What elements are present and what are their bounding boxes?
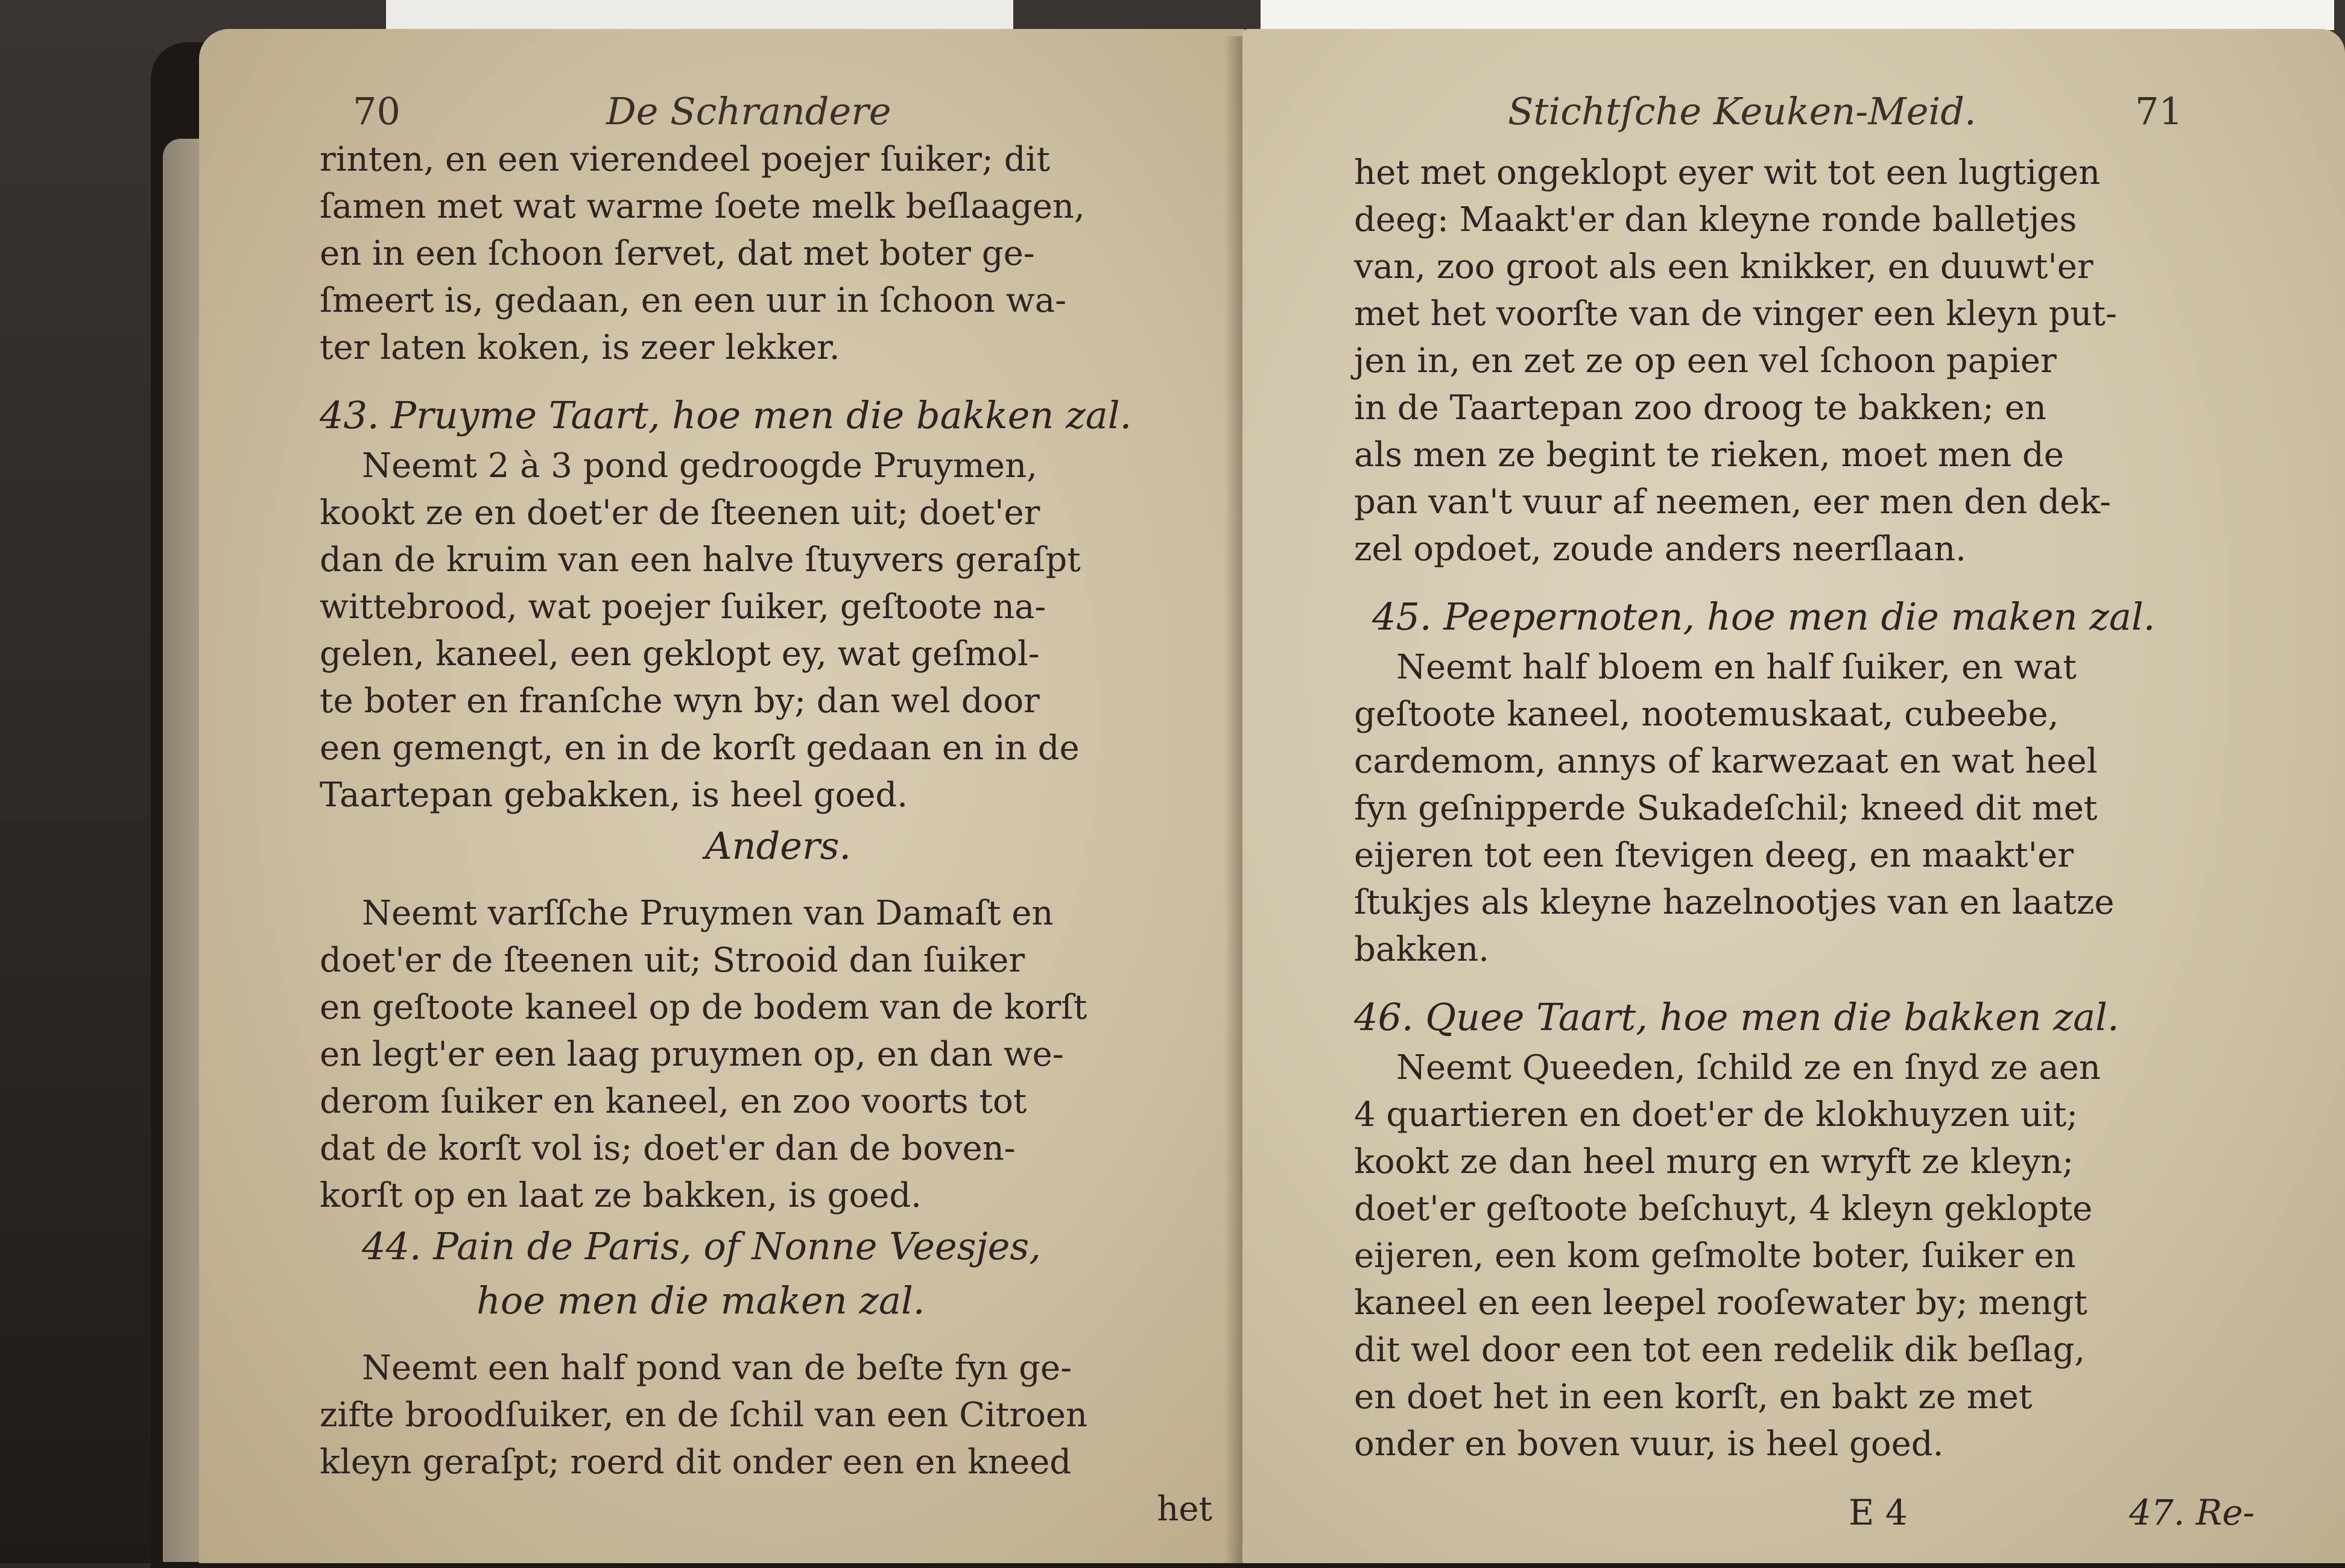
text-line: kleyn geraſpt; roerd dit onder een en kneed — [320, 1443, 1072, 1482]
text-line: dit wel door een tot een redelik dik beſlag, — [1354, 1330, 2086, 1370]
text-line: zifte broodſuiker, en de ſchil van een Citroen — [320, 1396, 1088, 1435]
text-line: derom ſuiker en kaneel, en zoo voorts tot — [320, 1082, 1027, 1121]
text-line: Neemt een half pond van de beſte fyn ge- — [362, 1348, 1072, 1388]
right-running-head: Stichtſche Keuken-Meid. — [1508, 89, 1976, 133]
catchword: het — [1157, 1490, 1212, 1529]
signature-mark: E 4 — [1849, 1492, 1908, 1533]
text-line: een gemengt, en in de korſt gedaan en in de — [320, 729, 1080, 768]
paper-slip — [1261, 0, 2334, 30]
text-line: te boter en franſche wyn by; dan wel door — [320, 681, 1040, 721]
text-line: van, zoo groot als een knikker, en duuwt'er — [1354, 247, 2093, 286]
text-line: 4 quartieren en doet'er de klokhuyzen uit; — [1354, 1095, 2078, 1134]
text-line: kookt ze dan heel murg en wryft ze kleyn; — [1354, 1142, 2074, 1181]
text-line: Neemt varſſche Pruymen van Damaſt en — [362, 894, 1054, 933]
text-line: met het voorſte van de vinger een kleyn put- — [1354, 294, 2117, 334]
text-line: pan van't vuur af neemen, eer men den dek- — [1354, 482, 2112, 522]
text-line: cardemom, annys of karwezaat en wat heel — [1354, 742, 2098, 781]
text-line: Taartepan gebakken, is heel goed. — [320, 776, 908, 815]
recipe-title: Anders. — [704, 824, 852, 868]
text-line: korſt op en laat ze bakken, is goed. — [320, 1176, 922, 1215]
recipe-title: 45. Peepernoten, hoe men die maken zal. — [1372, 595, 2156, 639]
recipe-title: hoe men die maken zal. — [476, 1279, 925, 1323]
text-line: en geſtoote kaneel op de bodem van de korſt — [320, 988, 1087, 1027]
text-line: fyn geſnipperde Sukadeſchil; kneed dit met — [1354, 789, 2098, 828]
text-line: doet'er de ſteenen uit; Strooid dan ſuiker — [320, 941, 1025, 980]
recipe-title: 44. Pain de Paris, of Nonne Veesjes, — [362, 1224, 1041, 1268]
text-line: bakken. — [1354, 930, 1490, 969]
text-line: geſtoote kaneel, nootemuskaat, cubeebe, — [1354, 695, 2059, 734]
text-line: dat de korſt vol is; doet'er dan de boven- — [320, 1129, 1016, 1168]
left-running-head: De Schrandere — [606, 89, 891, 133]
page-number: 71 — [2135, 89, 2183, 133]
text-line: Neemt half bloem en half ſuiker, en wat — [1396, 648, 2077, 687]
text-line: doet'er geſtoote beſchuyt, 4 kleyn geklopte — [1354, 1189, 2093, 1228]
text-line: jen in, en zet ze op een vel ſchoon papier — [1354, 341, 2057, 381]
text-line: deeg: Maakt'er dan kleyne ronde balletjes — [1354, 200, 2077, 239]
text-line: ſmeert is, gedaan, en een uur in ſchoon wa- — [320, 281, 1067, 320]
catchword: 47. Re- — [2129, 1492, 2255, 1533]
text-line: zel opdoet, zoude anders neerſlaan. — [1354, 530, 1966, 569]
right-text-block — [1354, 150, 2331, 1468]
right-page — [1242, 29, 2345, 1563]
text-line: Neemt 2 à 3 pond gedroogde Pruymen, — [362, 446, 1037, 485]
text-line: kookt ze en doet'er de ſteenen uit; doet'er — [320, 493, 1040, 533]
text-line: Neemt Queeden, ſchild ze en ſnyd ze aen — [1396, 1048, 2101, 1087]
text-line: eijeren tot een ſtevigen deeg, en maakt'er — [1354, 836, 2074, 875]
text-line: kaneel en een leepel rooſewater by; mengt — [1354, 1283, 2087, 1323]
left-page-number — [353, 89, 400, 133]
text-line: dan de kruim van een halve ſtuyvers geraſpt — [320, 540, 1081, 580]
text-line: gelen, kaneel, een geklopt ey, wat geſmol- — [320, 634, 1040, 674]
text-line: ſtukjes als kleyne hazelnootjes van en laatze — [1354, 883, 2115, 922]
recipe-title: 46. Quee Taart, hoe men die bakken zal. — [1354, 995, 2119, 1039]
text-line: en legt'er een laag pruymen op, en dan we- — [320, 1035, 1064, 1074]
recipe-title: 43. Pruyme Taart, hoe men die bakken zal. — [320, 393, 1132, 437]
text-line: in de Taartepan zoo droog te bakken; en — [1354, 388, 2046, 428]
page-number: 70 — [353, 89, 400, 133]
text-line: als men ze begint te rieken, moet men de — [1354, 435, 2064, 475]
text-line: ter laten koken, is zeer lekker. — [320, 328, 840, 367]
right-page-number — [2135, 89, 2183, 133]
text-line: onder en boven vuur, is heel goed. — [1354, 1424, 1944, 1464]
text-line: het met ongeklopt eyer wit tot een lugtigen — [1354, 153, 2101, 192]
text-line: wittebrood, wat poejer ſuiker, geſtoote na- — [320, 587, 1046, 627]
text-line: eijeren, een kom geſmolte boter, ſuiker en — [1354, 1236, 2076, 1276]
text-line: rinten, en een vierendeel poejer ſuiker; dit — [320, 140, 1050, 179]
text-line: ſamen met wat warme ſoete melk beſlaagen, — [320, 187, 1085, 226]
left-page — [199, 29, 1248, 1563]
left-text-block — [320, 136, 1236, 1533]
text-line: en doet het in een korſt, en bakt ze met — [1354, 1377, 2033, 1417]
text-line: en in een ſchoon ſervet, dat met boter ge- — [320, 234, 1035, 273]
